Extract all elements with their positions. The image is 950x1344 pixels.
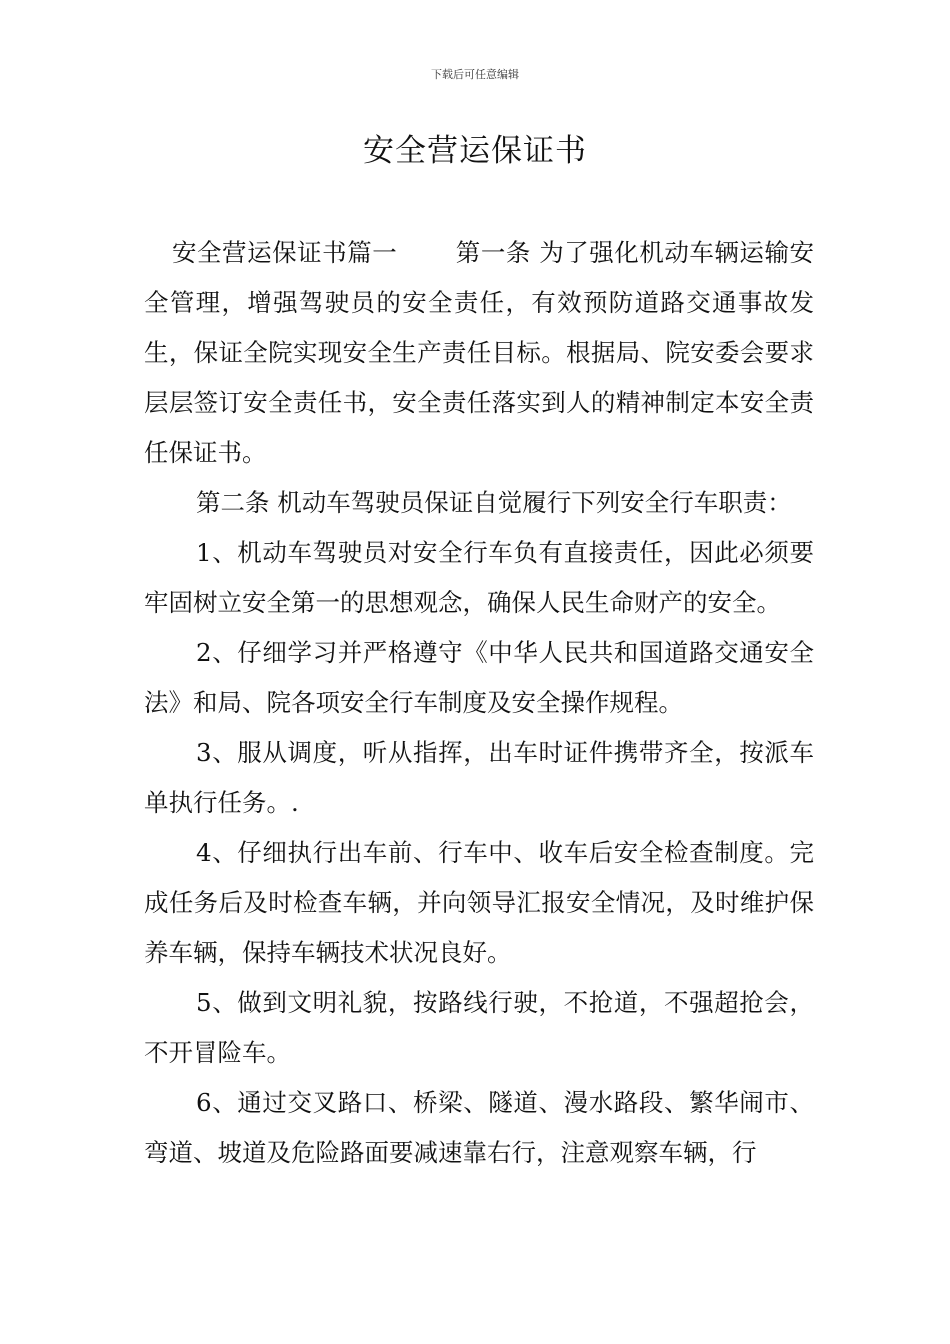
paragraph-item-2: 2、仔细学习并严格遵守《中华人民共和国道路交通安全法》和局、院各项安全行车制度及安全操作规程。 bbox=[144, 638, 814, 717]
document-body bbox=[144, 228, 814, 1178]
paragraph-text: 第一条 为了强化机动车辆运输安全管理，增强驾驶员的安全责任，有效预防道路交通事故发生，保证全院实现安全生产责任目标。根据局、院安委会要求层层签订安全责任书，安全责任落实到人的精神制定本安全责任保证书。 bbox=[144, 238, 814, 467]
document-title: 安全营运保证书 bbox=[363, 133, 587, 169]
paragraph-article-1 bbox=[144, 228, 814, 478]
intro-prefix: 安全营运保证书篇一 bbox=[172, 238, 398, 267]
paragraph-item-4: 4、仔细执行出车前、行车中、收车后安全检查制度。完成任务后及时检查车辆，并向领导汇报安全情况，及时维护保养车辆，保持车辆技术状况良好。 bbox=[144, 838, 814, 967]
paragraph-item-5: 5、做到文明礼貌，按路线行驶，不抢道，不强超抢会，不开冒险车。 bbox=[144, 988, 814, 1067]
paragraph-article-2: 第二条 机动车驾驶员保证自觉履行下列安全行车职责： bbox=[196, 488, 792, 517]
paragraph-item-1: 1、机动车驾驶员对安全行车负有直接责任，因此必须要牢固树立安全第一的思想观念，确保人民生命财产的安全。 bbox=[144, 538, 814, 617]
paragraph-item-6: 6、通过交叉路口、桥梁、隧道、漫水路段、繁华闹市、弯道、坡道及危险路面要减速靠右行，注意观察车辆，行 bbox=[144, 1088, 814, 1167]
paragraph-item-3: 3、服从调度，听从指挥，出车时证件携带齐全，按派车单执行任务。. bbox=[144, 738, 814, 817]
header-note: 下载后可任意编辑 bbox=[431, 68, 519, 81]
